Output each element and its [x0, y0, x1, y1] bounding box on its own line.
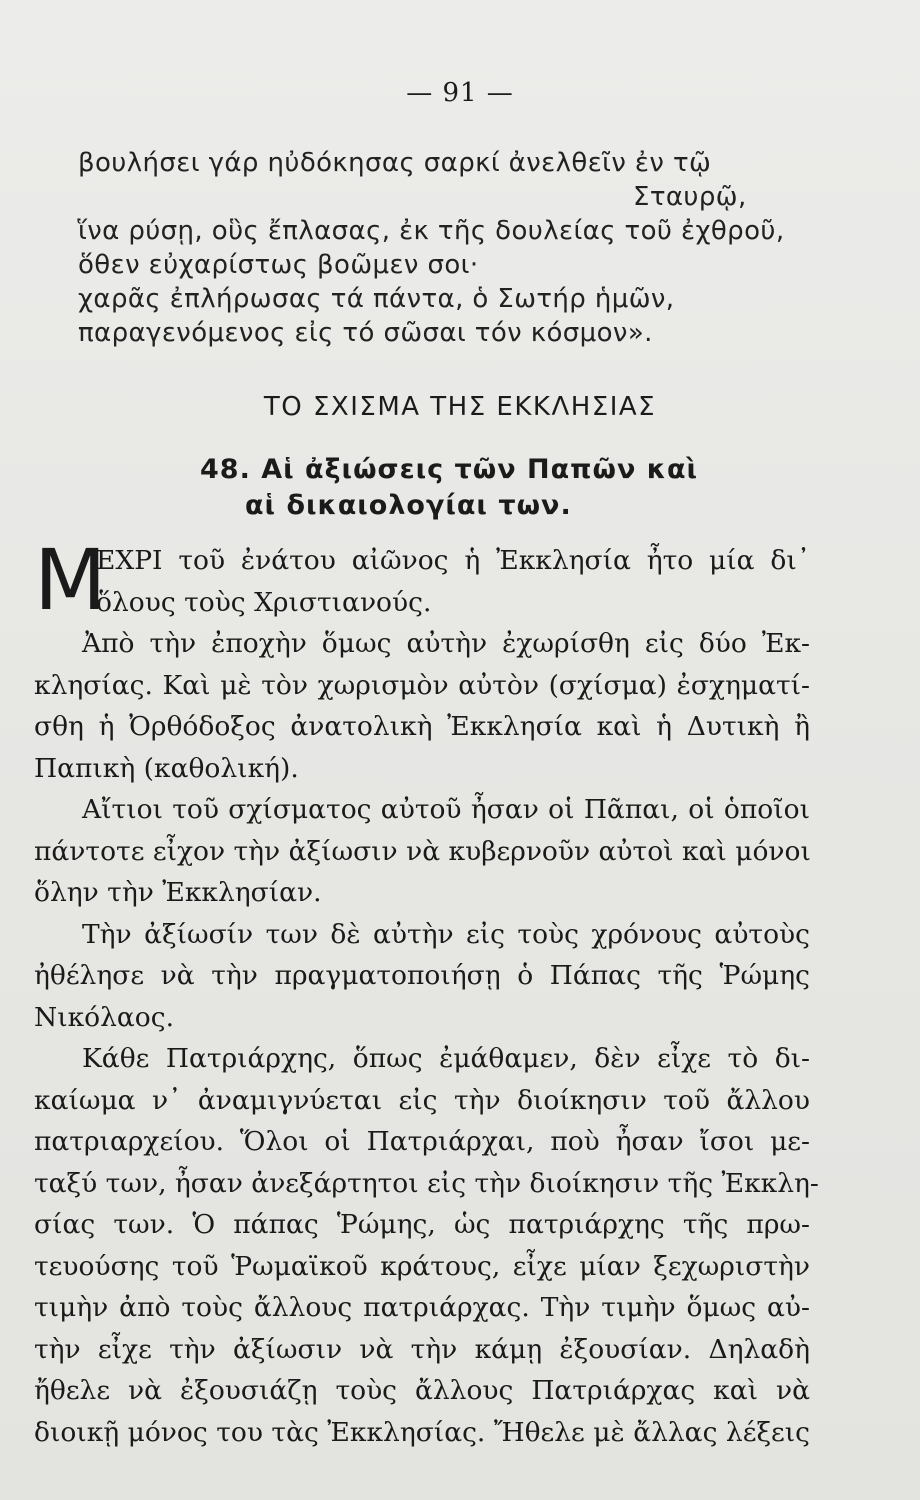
text-line: πατριαρχείου. Ὅλοι οἱ Πατριάρχαι, ποὺ ἦσαν ἴσοι με-: [34, 1126, 810, 1157]
text-line: Νικόλαος.: [34, 1001, 175, 1033]
page-number: — 91 —: [406, 78, 514, 108]
heading-line: αἱ δικαιολογίαι των.: [245, 490, 572, 521]
text-line: τευούσης τοῦ Ῥωμαϊκοῦ κράτους, εἶχε μίαν ξεχωριστὴν: [34, 1250, 810, 1282]
section-title: ΤΟ ΣΧΙΣΜΑ ΤΗΣ ΕΚΚΛΗΣΙΑΣ: [263, 392, 657, 422]
text-line: Παπικὴ (καθολική).: [34, 752, 299, 784]
hymn-line: βουλήσει γάρ ηὐδόκησας σαρκί ἀνελθεῖν ἐν τῷ: [78, 148, 712, 178]
heading-line: 48. Αἱ ἀξιώσεις τῶν Παπῶν καὶ: [200, 454, 699, 485]
chapter-heading: [200, 452, 698, 524]
hymn-line: παραγενόμενος εἰς τό σῶσαι τόν κόσμον».: [78, 318, 653, 348]
text-line: ταξύ των, ἦσαν ἀνεξάρτητοι εἰς τὴν διοίκησιν τῆς Ἐκκλη-: [34, 1167, 819, 1199]
hymn-line: ὅθεν εὐχαρίστως βοῶμεν σοι·: [78, 250, 479, 280]
text-line: Ἀπὸ τὴν ἐποχὴν ὅμως αὐτὴν ἐχωρίσθη εἰς δύο Ἐκ-: [82, 628, 810, 659]
body-text: [34, 531, 819, 1453]
drop-cap: Μ: [34, 531, 107, 629]
hymn-line: Σταυρῷ,: [633, 182, 747, 212]
text-line: ὅλην τὴν Ἐκκλησίαν.: [34, 877, 322, 908]
hymn-line: ἵνα ρύσῃ, οὓς ἔπλασας, ἐκ τῆς δουλείας τοῦ ἐχθροῦ,: [78, 216, 785, 246]
text-line: ὅλους τοὺς Χριστιανούς.: [96, 586, 432, 618]
text-line: καίωμα ν᾿ ἀναμιγνύεται εἰς τὴν διοίκησιν τοῦ ἄλλου: [34, 1084, 810, 1116]
text-line: ΕΧΡΙ τοῦ ἐνάτου αἰῶνος ἡ Ἐκκλησία ἦτο μία δι᾿: [96, 545, 810, 576]
text-line: ἠθέλησε νὰ τὴν πραγματοποιήσῃ ὁ Πάπας τῆς Ῥώμης: [34, 960, 810, 991]
text-line: τιμὴν ἀπὸ τοὺς ἄλλους πατριάρχας. Τὴν τιμὴν ὅμως αὐ-: [34, 1292, 810, 1323]
text-line: Κάθε Πατριάρχης, ὅπως ἐμάθαμεν, δὲν εἶχε τὸ δι-: [82, 1043, 810, 1074]
text-line: διοικῇ μόνος του τὰς Ἐκκλησίας. Ἤθελε μὲ ἄλλας λέξεις: [34, 1416, 810, 1448]
text-line: Τὴν ἀξίωσίν των δὲ αὐτὴν εἰς τοὺς χρόνους αὐτοὺς: [82, 918, 810, 950]
text-line: τὴν εἶχε τὴν ἀξίωσιν νὰ τὴν κάμῃ ἐξουσίαν. Δηλαδὴ: [34, 1333, 810, 1365]
text-line: ἤθελε νὰ ἐξουσιάζῃ τοὺς ἄλλους Πατριάρχας καὶ νὰ: [34, 1375, 810, 1406]
first-paragraph-opening: [34, 531, 810, 629]
text-line: κλησίας. Καὶ μὲ τὸν χωρισμὸν αὐτὸν (σχίσμα) ἐσχηματί-: [34, 669, 810, 701]
text-line: Αἴτιοι τοῦ σχίσματος αὐτοῦ ἦσαν οἱ Πᾶπαι, οἱ ὁποῖοι: [82, 794, 810, 825]
hymn-quotation: [78, 146, 798, 350]
text-line: σίας των. Ὁ πάπας Ῥώμης, ὡς πατριάρχης τῆς πρω-: [34, 1209, 810, 1240]
text-line: πάντοτε εἶχον τὴν ἀξίωσιν νὰ κυβερνοῦν αὐτοὶ καὶ μόνοι: [34, 835, 811, 867]
text-line: σθη ἡ Ὀρθόδοξος ἀνατολικὴ Ἐκκλησία καὶ ἡ Δυτικὴ ἢ: [34, 711, 810, 742]
hymn-line: χαρᾶς ἐπλήρωσας τά πάντα, ὁ Σωτήρ ἡμῶν,: [78, 284, 675, 314]
